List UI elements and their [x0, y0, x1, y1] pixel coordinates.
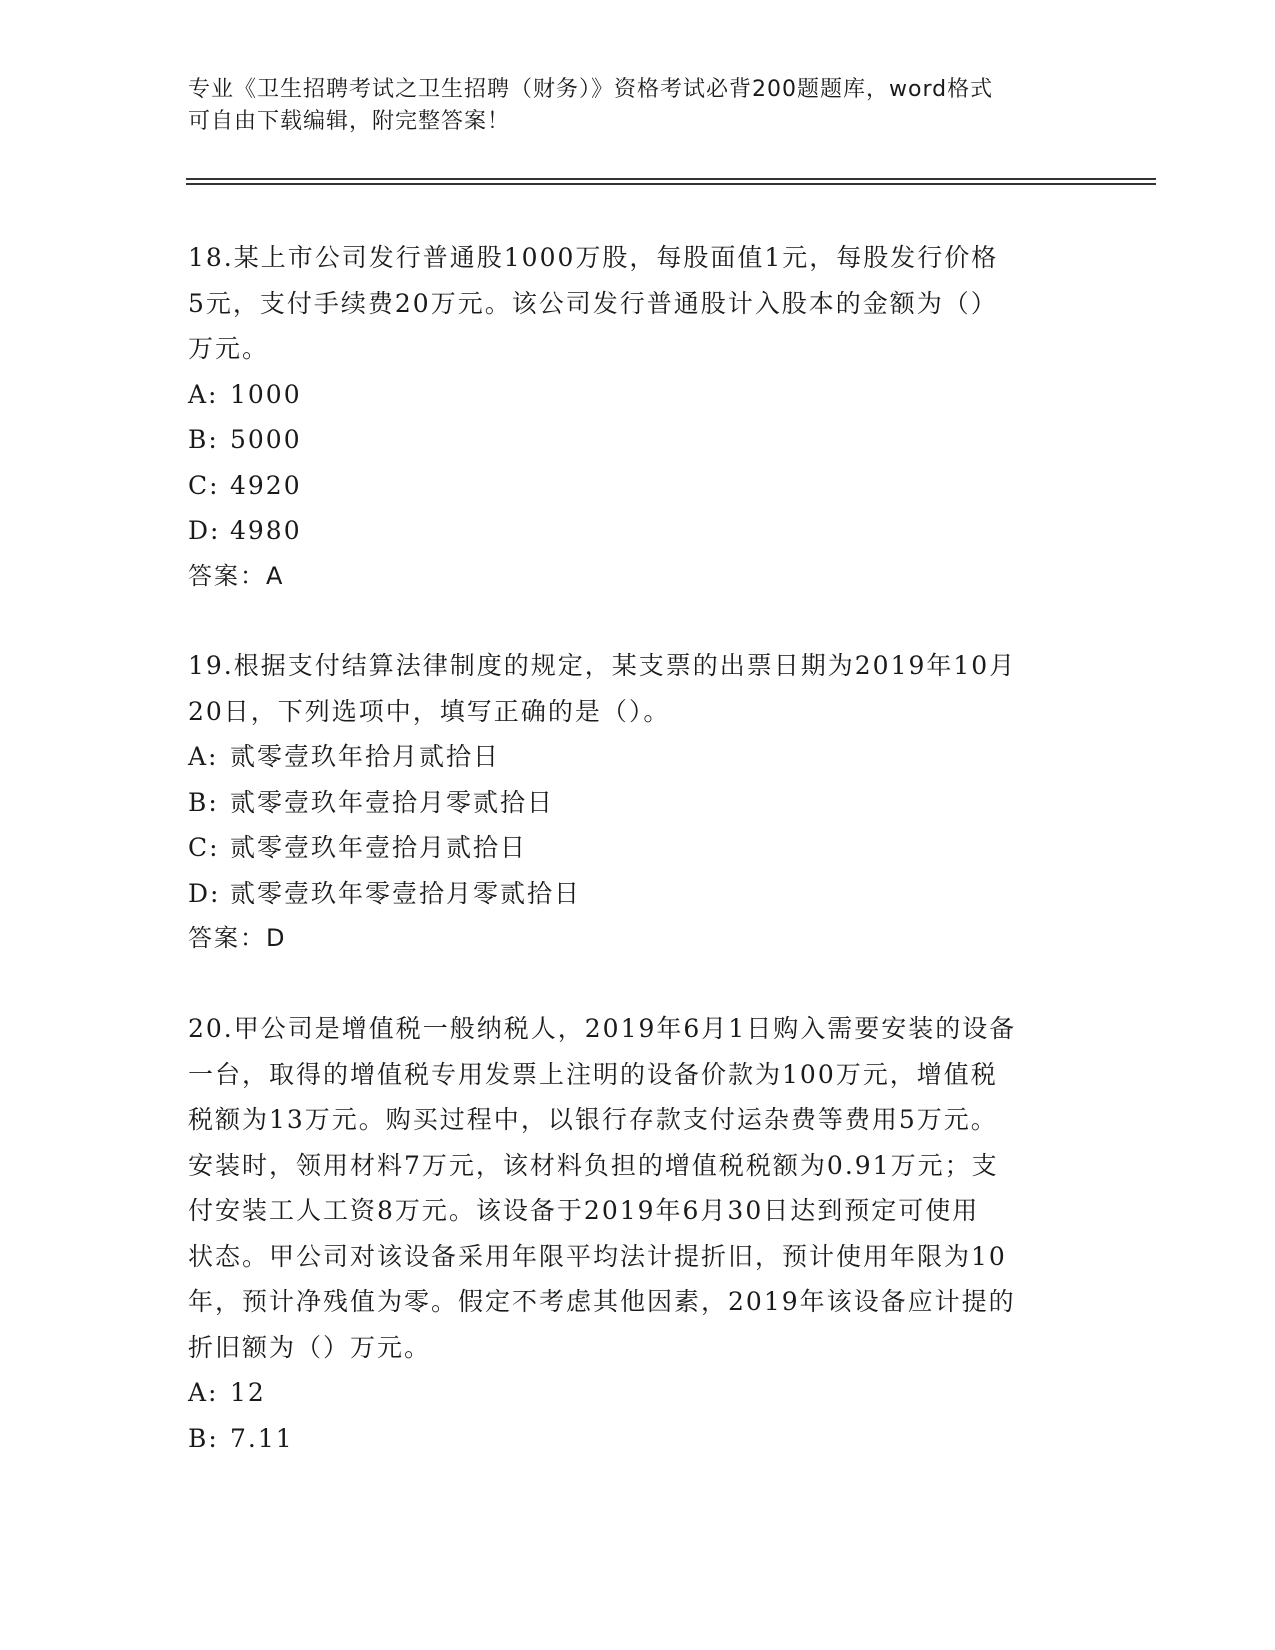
- question-stem-line: 税额为13万元。购买过程中，以银行存款支付运杂费等费用5万元。: [188, 1105, 998, 1134]
- option-letter: C:: [188, 833, 220, 862]
- option-letter: A:: [188, 742, 219, 771]
- option-text: 4980: [230, 516, 302, 545]
- option-c: [188, 463, 1088, 509]
- option-text: 7.11: [230, 1423, 294, 1453]
- question-19: [188, 643, 1088, 962]
- header-line-1: 专业《卫生招聘考试之卫生招聘（财务）》资格考试必背200题题库，word格式: [188, 77, 994, 102]
- question-stem-line: 5元，支付手续费20万元。该公司发行普通股计入股本的金额为（）: [188, 288, 998, 318]
- question-18: [188, 235, 1088, 599]
- question-20: [188, 1006, 1088, 1461]
- option-letter: A:: [188, 1378, 219, 1407]
- option-b: [188, 417, 1088, 463]
- question-stem-line: 状态。甲公司对该设备采用年限平均法计提折旧，预计使用年限为10: [188, 1241, 1007, 1271]
- option-text: 贰零壹玖年拾月贰拾日: [230, 742, 501, 771]
- option-text: 12: [230, 1378, 266, 1407]
- option-letter: B:: [188, 425, 219, 454]
- option-letter: D:: [188, 516, 221, 545]
- answer-line: 答案：D: [188, 924, 287, 952]
- question-stem-line: 安装时，领用材料7万元，该材料负担的增值税税额为0.91万元；支: [188, 1150, 999, 1180]
- option-letter: D:: [188, 878, 221, 908]
- option-a: [188, 1370, 1088, 1416]
- option-text: 贰零壹玖年零壹拾月零贰拾日: [230, 878, 582, 908]
- header-divider-top: [186, 178, 1156, 180]
- answer-line: 答案：A: [188, 561, 285, 590]
- question-stem-line: 付安装工人工资8万元。该设备于2019年6月30日达到预定可使用: [188, 1196, 980, 1225]
- option-text: 贰零壹玖年壹拾月贰拾日: [230, 833, 528, 862]
- question-stem-line: 20.甲公司是增值税一般纳税人，2019年6月1日购入需要安装的设备: [188, 1014, 1017, 1043]
- question-stem-line: 20日，下列选项中，填写正确的是（）。: [188, 696, 671, 726]
- option-d: [188, 871, 1088, 917]
- option-a: [188, 734, 1088, 780]
- option-letter: B:: [188, 1423, 219, 1453]
- option-text: 4920: [230, 470, 302, 500]
- option-d: [188, 508, 1088, 554]
- question-stem-line: 18.某上市公司发行普通股1000万股，每股面值1元，每股发行价格: [188, 243, 999, 272]
- question-stem-line: 一台，取得的增值税专用发票上注明的设备价款为100万元，增值税: [188, 1059, 998, 1089]
- option-letter: B:: [188, 787, 219, 817]
- document-header: [188, 74, 1088, 138]
- option-c: [188, 825, 1088, 871]
- question-stem-line: 折旧额为（）万元。: [188, 1332, 432, 1362]
- option-letter: C:: [188, 470, 220, 500]
- question-stem-line: 年，预计净残值为零。假定不考虑其他因素，2019年该设备应计提的: [188, 1287, 1016, 1316]
- option-b: [188, 780, 1088, 826]
- option-text: 1000: [230, 379, 302, 409]
- header-divider-bottom: [186, 183, 1156, 185]
- option-text: 贰零壹玖年壹拾月零贰拾日: [230, 787, 555, 817]
- question-stem-line: 19.根据支付结算法律制度的规定，某支票的出票日期为2019年10月: [188, 651, 1017, 680]
- option-b: [188, 1416, 1088, 1462]
- option-text: 5000: [230, 425, 302, 454]
- question-stem-line: 万元。: [188, 334, 270, 363]
- header-line-2: 可自由下载编辑，附完整答案！: [188, 109, 511, 134]
- option-letter: A:: [188, 379, 219, 409]
- option-a: [188, 372, 1088, 418]
